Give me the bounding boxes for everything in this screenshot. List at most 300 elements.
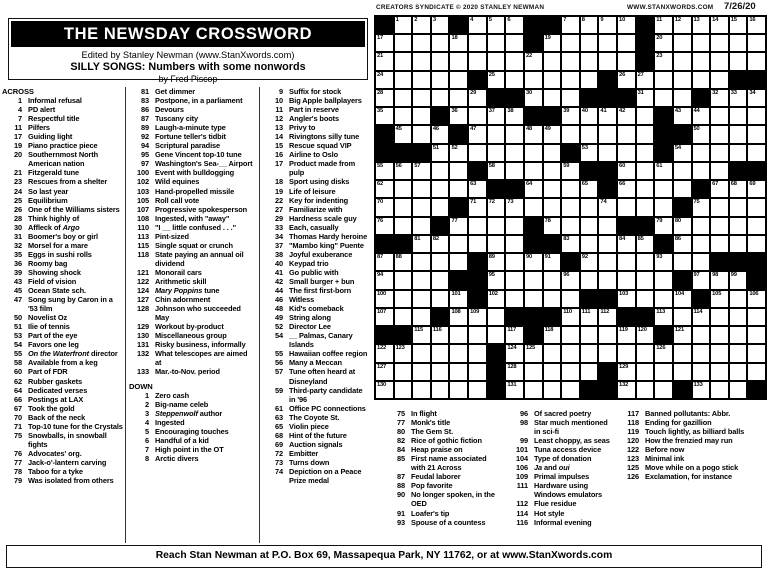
clue-text: Took the gold	[28, 403, 75, 413]
clue-text: Southernmost North American nation	[28, 150, 99, 169]
grid-cell	[617, 162, 636, 180]
grid-cell	[543, 162, 562, 180]
clue	[263, 150, 370, 159]
grid-cell	[505, 52, 524, 70]
grid-cell	[394, 162, 413, 180]
clue-text: Rubber gaskets	[28, 376, 83, 386]
grid-black-square	[449, 125, 468, 143]
cell-number: 95	[488, 272, 495, 279]
grid-cell	[692, 363, 711, 381]
grid-cell	[412, 52, 431, 70]
grid-cell	[692, 107, 711, 125]
clue	[263, 214, 370, 223]
grid-cell	[617, 344, 636, 362]
grid-cell	[580, 107, 599, 125]
grid-black-square	[617, 308, 636, 326]
clue-text: Move while on a pogo stick	[645, 463, 739, 473]
clue-text: Ilie of tennis	[28, 322, 70, 332]
clue-number: 94	[140, 141, 149, 151]
grid-cell	[505, 162, 524, 180]
grid-cell	[636, 162, 655, 180]
grid-black-square	[487, 180, 506, 198]
grid-cell	[692, 344, 711, 362]
grid-cell	[505, 198, 524, 216]
clue-number: 27	[274, 204, 283, 214]
grid-cell	[692, 253, 711, 271]
grid-cell	[431, 235, 450, 253]
clue	[508, 499, 614, 508]
cell-number: 56	[395, 162, 402, 169]
grid-cell	[394, 253, 413, 271]
clue	[263, 313, 370, 322]
clue-text: Familiarize with	[289, 204, 343, 214]
clue-number: 127	[136, 295, 149, 305]
grid-cell	[468, 326, 487, 344]
cell-number: 40	[581, 108, 588, 115]
clue-number: 7	[17, 114, 22, 124]
clue-number: 38	[274, 249, 283, 259]
grid-cell	[729, 363, 748, 381]
grid-cell	[673, 235, 692, 253]
clue	[129, 96, 254, 105]
clue	[263, 105, 370, 114]
clue-number: 79	[13, 476, 22, 486]
cell-number: 20	[656, 35, 663, 42]
clue	[2, 431, 123, 449]
clue-number: 15	[274, 141, 283, 151]
grid-cell	[524, 271, 543, 289]
clue-number: 6	[144, 435, 149, 445]
clue	[2, 205, 123, 214]
clue	[129, 340, 254, 349]
grid-cell	[449, 144, 468, 162]
clue-number: 99	[519, 436, 528, 446]
cell-number: 107	[377, 308, 387, 315]
grid-cell	[524, 198, 543, 216]
clue-number: 125	[626, 463, 639, 473]
clue-number: 84	[396, 445, 405, 455]
clue-text: Ja and oui	[534, 463, 570, 473]
grid-cell	[394, 125, 413, 143]
grid-cell	[692, 16, 711, 34]
grid-cell	[375, 290, 394, 308]
grid-black-square	[468, 71, 487, 89]
grid-cell	[636, 71, 655, 89]
grid-black-square	[412, 144, 431, 162]
grid-cell	[543, 89, 562, 107]
grid-black-square	[431, 107, 450, 125]
clue	[129, 331, 254, 340]
grid-cell	[747, 144, 766, 162]
grid-cell	[580, 125, 599, 143]
grid-cell	[431, 271, 450, 289]
cell-number: 9	[600, 17, 604, 23]
grid-cell	[449, 253, 468, 271]
cell-number: 58	[488, 162, 495, 169]
grid-cell	[431, 34, 450, 52]
grid-cell	[747, 52, 766, 70]
clue	[2, 232, 123, 241]
clue	[263, 467, 370, 485]
grid-cell	[487, 235, 506, 253]
grid-cell	[449, 34, 468, 52]
clue-number: 29	[274, 213, 283, 223]
grid-cell	[468, 363, 487, 381]
cell-number: 78	[544, 217, 551, 224]
cell-number: 87	[377, 254, 384, 261]
clue-text: Available from a keg	[28, 358, 98, 368]
grid-cell	[636, 271, 655, 289]
cell-number: 79	[656, 217, 663, 224]
cell-number: 112	[600, 308, 610, 315]
grid-black-square	[598, 363, 617, 381]
grid-cell	[673, 253, 692, 271]
clue	[2, 340, 123, 349]
grid-cell	[729, 52, 748, 70]
grid-cell	[654, 89, 673, 107]
clue	[263, 259, 370, 268]
grid-black-square	[673, 271, 692, 289]
grid-black-square	[654, 326, 673, 344]
clue	[263, 132, 370, 141]
clue-number: 100	[136, 168, 149, 178]
cell-number: 113	[656, 308, 666, 315]
constructor-byline: by Fred Piscop	[158, 74, 218, 84]
clue-text: Handful of a kid	[155, 435, 209, 445]
clue-number: 93	[396, 517, 405, 527]
grid-cell	[654, 16, 673, 34]
grid-cell	[394, 290, 413, 308]
clue-column-down-4	[385, 409, 502, 547]
clue	[508, 472, 614, 481]
clue-number: 72	[274, 448, 283, 458]
grid-cell	[412, 89, 431, 107]
grid-cell	[710, 89, 729, 107]
clue-number: 104	[515, 454, 528, 464]
grid-cell	[394, 363, 413, 381]
clue	[508, 409, 614, 418]
clue-text: Johnson who succeeded May	[155, 304, 241, 323]
clue-text: First name associated with 21 Across	[411, 454, 487, 473]
grid-cell	[692, 71, 711, 89]
clue-text: Each, casually	[289, 222, 339, 232]
cell-number: 121	[674, 327, 684, 334]
grid-cell	[524, 162, 543, 180]
cell-number: 16	[749, 17, 756, 23]
clue-text: Arctic divers	[155, 453, 199, 463]
cell-number: 45	[395, 126, 402, 133]
grid-cell	[729, 290, 748, 308]
grid-cell	[487, 52, 506, 70]
clue	[263, 123, 370, 132]
clue	[263, 404, 370, 413]
grid-cell	[636, 198, 655, 216]
grid-cell	[561, 162, 580, 180]
grid-cell	[375, 180, 394, 198]
grid-cell	[505, 253, 524, 271]
clue-number: 43	[13, 276, 22, 286]
grid-cell	[524, 363, 543, 381]
grid-cell	[617, 16, 636, 34]
clue-text: Product made from pulp	[289, 159, 356, 178]
grid-black-square	[729, 253, 748, 271]
clue	[129, 141, 254, 150]
grid-cell	[412, 253, 431, 271]
grid-cell	[673, 107, 692, 125]
grid-black-square	[468, 162, 487, 180]
grid-cell	[412, 344, 431, 362]
clue-number: 37	[274, 240, 283, 250]
grid-cell	[692, 308, 711, 326]
clue	[263, 458, 370, 467]
clue-text: Field of vision	[28, 276, 77, 286]
clue-number: 68	[274, 430, 283, 440]
clue-number: 14	[274, 132, 283, 142]
clue	[2, 313, 123, 322]
clue	[2, 367, 123, 376]
clue	[2, 458, 123, 467]
cell-number: 61	[656, 162, 663, 169]
grid-cell	[394, 198, 413, 216]
clue-text: Part of FDR	[28, 367, 68, 377]
grid-black-square	[505, 180, 524, 198]
clue-text: Heap praise on	[411, 445, 463, 455]
grid-cell	[673, 89, 692, 107]
clue-text: Kid's comeback	[289, 304, 344, 314]
grid-black-square	[692, 89, 711, 107]
clue	[129, 445, 254, 454]
clue-text: Embitter	[289, 448, 319, 458]
clue	[129, 454, 254, 463]
grid-cell	[747, 180, 766, 198]
grid-cell	[692, 52, 711, 70]
grid-cell	[636, 107, 655, 125]
cell-number: 72	[488, 199, 495, 206]
cell-number: 57	[414, 162, 421, 169]
grid-cell	[505, 144, 524, 162]
cell-number: 84	[619, 235, 626, 242]
cell-number: 5	[488, 17, 492, 23]
clue-number: 20	[13, 150, 22, 160]
grid-cell	[580, 144, 599, 162]
grid-cell	[692, 381, 711, 399]
clue-number: 132	[136, 349, 149, 359]
clue-text: __ Palmas, Canary Islands	[289, 331, 353, 350]
clue-number: 85	[396, 454, 405, 464]
grid-cell	[412, 107, 431, 125]
clue-number: 87	[396, 472, 405, 482]
cell-number: 109	[470, 308, 480, 315]
grid-cell	[598, 52, 617, 70]
clue	[129, 241, 254, 250]
cell-number: 92	[581, 254, 588, 261]
grid-cell	[617, 180, 636, 198]
grid-black-square	[747, 162, 766, 180]
clue	[2, 187, 123, 196]
clue-text: No longer spoken, in the OED	[411, 490, 495, 509]
grid-cell	[561, 290, 580, 308]
cell-number: 55	[377, 162, 384, 169]
clue-number: 1	[17, 96, 22, 106]
clue-number: 56	[274, 358, 283, 368]
clue	[129, 250, 254, 268]
grid-cell	[580, 16, 599, 34]
grid-cell	[449, 107, 468, 125]
clue-number: 36	[13, 258, 22, 268]
clue-number: 7	[144, 444, 149, 454]
grid-cell	[449, 71, 468, 89]
grid-cell	[505, 326, 524, 344]
clue-number: 54	[274, 331, 283, 341]
clue-number: 83	[140, 96, 149, 106]
clue-number: 113	[137, 231, 149, 241]
grid-black-square	[524, 308, 543, 326]
grid-black-square	[375, 125, 394, 143]
grid-cell	[543, 363, 562, 381]
clue-number: 88	[396, 481, 405, 491]
clue	[263, 268, 370, 277]
grid-cell	[449, 344, 468, 362]
grid-cell	[375, 271, 394, 289]
clue-number: 17	[13, 132, 22, 142]
clue	[2, 358, 123, 367]
cell-number: 6	[507, 17, 511, 23]
cell-number: 128	[507, 363, 517, 370]
clue-number: 131	[136, 340, 149, 350]
cell-number: 7	[563, 17, 567, 23]
clue-number: 96	[519, 409, 528, 418]
cell-number: 8	[581, 17, 585, 23]
clue	[263, 114, 370, 123]
clue	[263, 386, 370, 404]
clue	[263, 87, 370, 96]
grid-cell	[654, 162, 673, 180]
clue-text: Office PC connections	[289, 403, 366, 413]
clue	[2, 349, 123, 358]
clue-text: Morsel for a mare	[28, 240, 88, 250]
clue	[129, 105, 254, 114]
cell-number: 82	[432, 235, 439, 242]
clue	[619, 472, 766, 481]
grid-cell	[412, 308, 431, 326]
grid-cell	[598, 34, 617, 52]
grid-cell	[412, 290, 431, 308]
grid-black-square	[710, 253, 729, 271]
clue-text: Back of the neck	[28, 412, 86, 422]
grid-cell	[449, 381, 468, 399]
cell-number: 12	[674, 17, 681, 23]
clue-number: 82	[396, 436, 405, 446]
grid-cell	[449, 52, 468, 70]
grid-cell	[524, 180, 543, 198]
grid-black-square	[617, 217, 636, 235]
clue-text: Think highly of	[28, 213, 80, 223]
cell-number: 42	[619, 108, 626, 115]
clue	[2, 331, 123, 340]
clue-number: 124	[136, 286, 149, 296]
clue	[2, 395, 123, 404]
clue	[263, 187, 370, 196]
grid-cell	[710, 107, 729, 125]
clue-number: 33	[274, 222, 283, 232]
clue-text: Big Apple ballplayers	[289, 96, 362, 106]
clue	[129, 87, 254, 96]
grid-black-square	[747, 381, 766, 399]
grid-cell	[617, 198, 636, 216]
grid-cell	[394, 34, 413, 52]
grid-black-square	[487, 89, 506, 107]
grid-cell	[617, 235, 636, 253]
clue-number: 133	[136, 367, 149, 377]
grid-cell	[710, 363, 729, 381]
cell-number: 26	[619, 71, 626, 78]
clue-number: 40	[274, 258, 283, 268]
grid-cell	[636, 144, 655, 162]
clue-text: Informal refusal	[28, 96, 82, 106]
across-heading: ACROSS	[2, 87, 34, 96]
grid-cell	[692, 271, 711, 289]
grid-black-square	[524, 326, 543, 344]
clue-number: 87	[140, 114, 149, 124]
clue-number: 48	[274, 304, 283, 314]
website-url: WWW.STANXWORDS.COM	[627, 4, 714, 11]
grid-cell	[654, 217, 673, 235]
grid-black-square	[673, 198, 692, 216]
grid-cell	[617, 326, 636, 344]
clue-text: The Gem St.	[411, 427, 454, 437]
clue	[385, 509, 502, 518]
down-clue-list	[129, 391, 254, 463]
clue	[2, 422, 123, 431]
clue-number: 70	[13, 412, 22, 422]
down-clue-list	[619, 409, 766, 481]
clue-number: 35	[13, 249, 22, 259]
clue-number: 61	[274, 403, 283, 413]
grid-cell	[729, 144, 748, 162]
grid-cell	[375, 198, 394, 216]
clue-text: String along	[289, 313, 331, 323]
cell-number: 129	[619, 363, 629, 370]
cell-number: 39	[563, 108, 570, 115]
clue-number: 4	[17, 105, 22, 115]
cell-number: 89	[488, 254, 495, 261]
grid-cell	[654, 381, 673, 399]
cell-number: 77	[451, 217, 458, 224]
clue	[129, 232, 254, 241]
grid-black-square	[375, 16, 394, 34]
cell-number: 52	[451, 144, 458, 151]
clue-text: Sport using disks	[289, 177, 350, 187]
clue-number: 58	[13, 358, 22, 368]
clue-number: 71	[13, 421, 22, 431]
cell-number: 44	[693, 108, 700, 115]
clue	[2, 168, 123, 177]
grid-cell	[636, 253, 655, 271]
cell-number: 51	[432, 144, 439, 151]
cell-number: 11	[656, 17, 663, 23]
grid-cell	[561, 217, 580, 235]
clue	[508, 481, 614, 499]
grid-cell	[375, 34, 394, 52]
clue-number: 50	[13, 313, 22, 323]
clue-number: 108	[136, 213, 149, 223]
clue-number: 8	[144, 453, 149, 463]
grid-cell	[729, 271, 748, 289]
grid-cell	[524, 381, 543, 399]
grid-cell	[580, 52, 599, 70]
cell-number: 90	[525, 254, 532, 261]
grid-cell	[431, 381, 450, 399]
